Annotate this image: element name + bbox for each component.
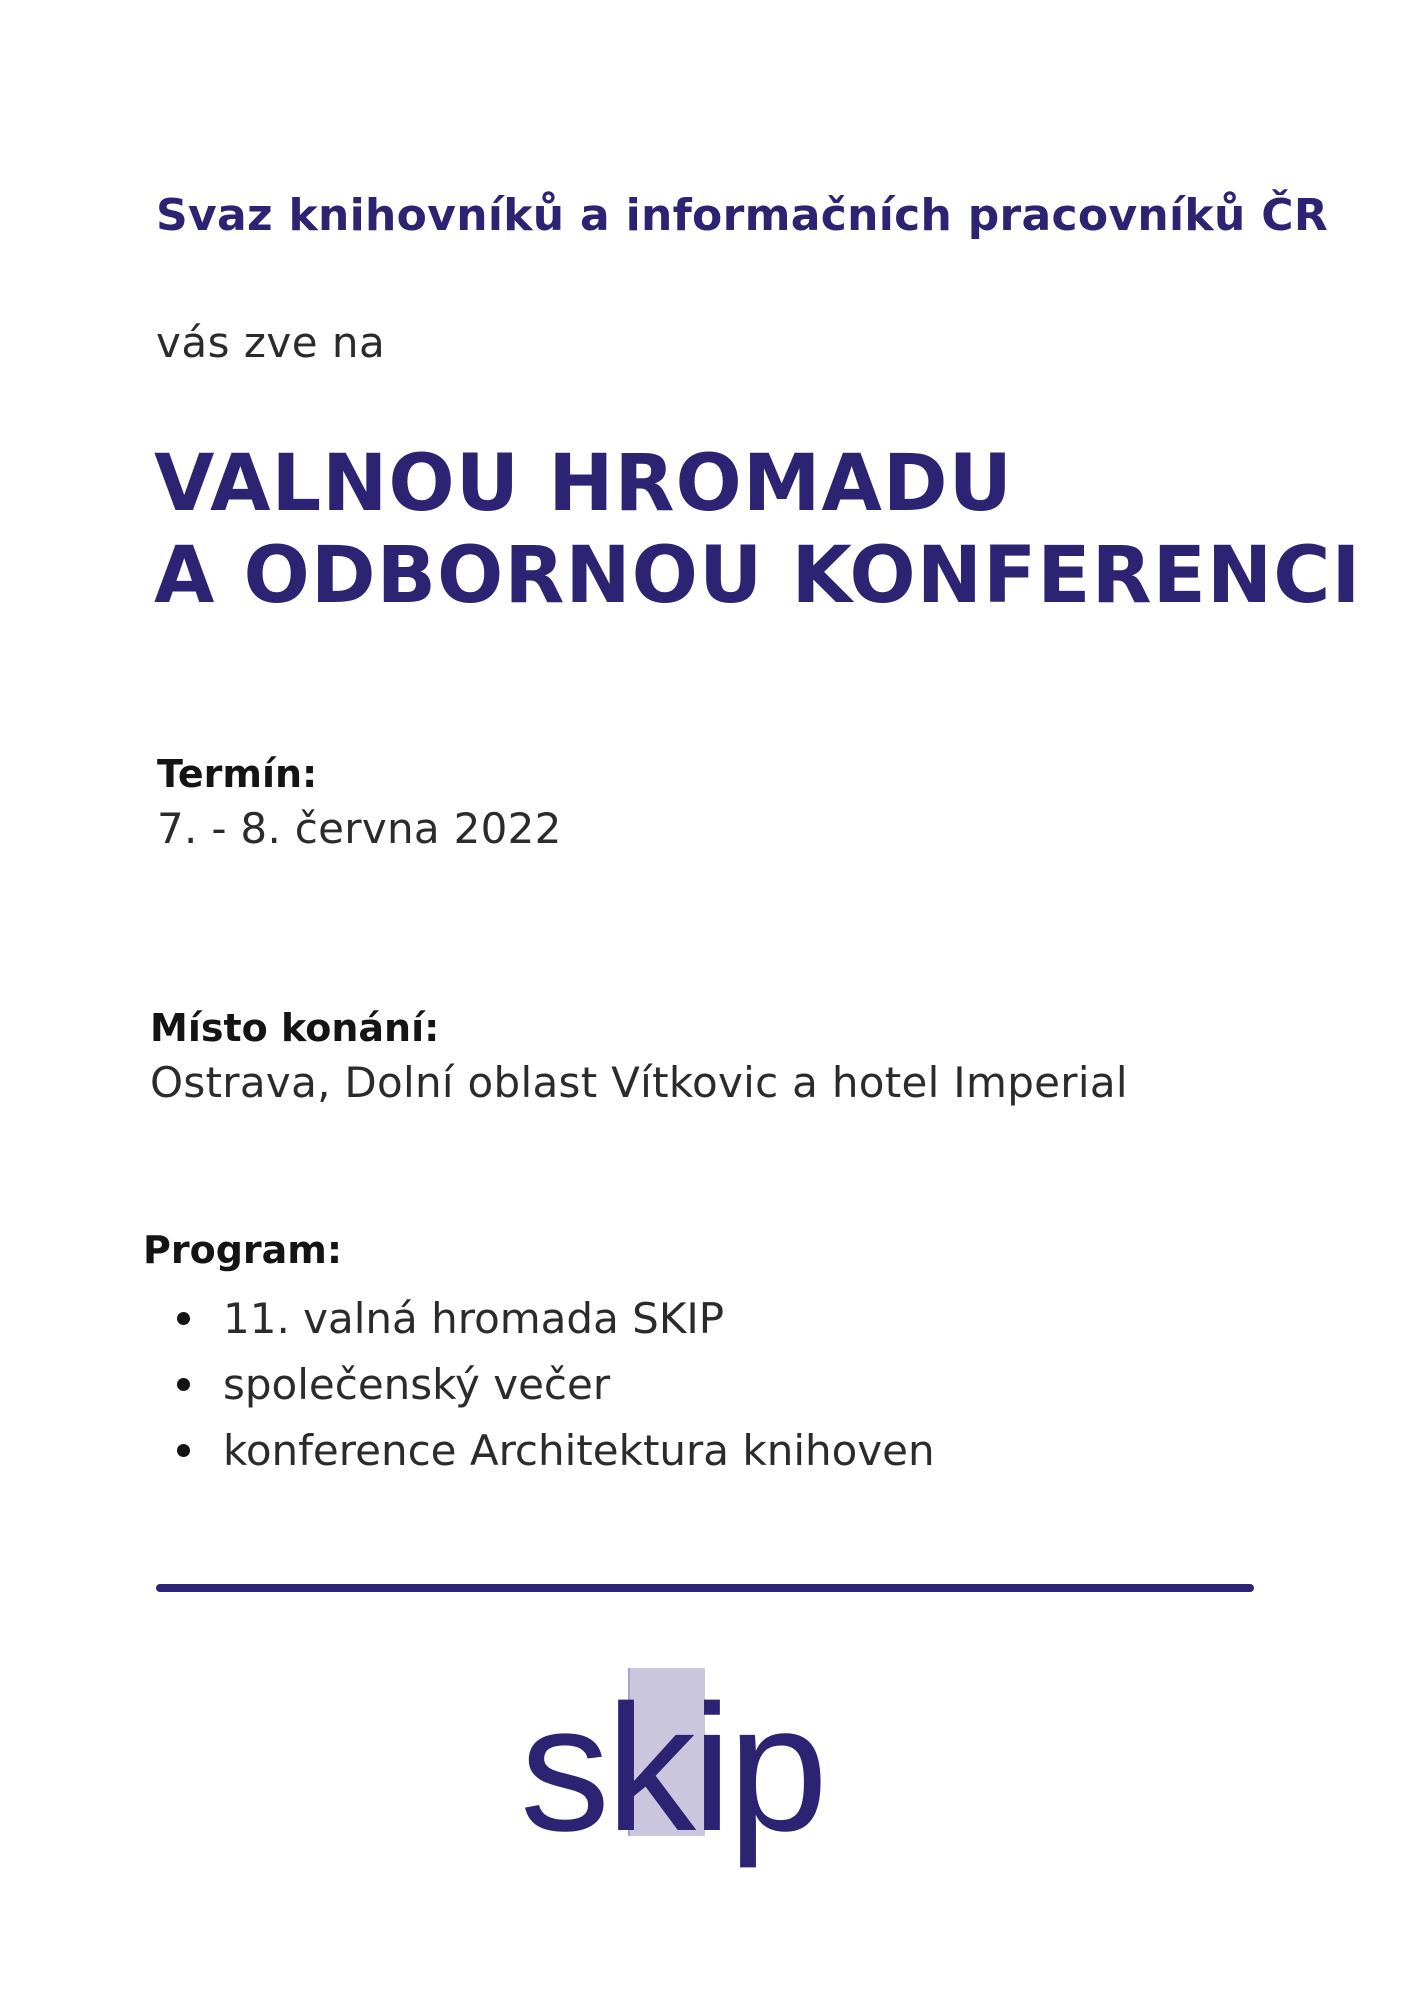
venue-label: Místo konání: — [150, 1006, 440, 1050]
date-section — [157, 752, 562, 853]
bullet-icon — [177, 1378, 190, 1391]
event-title-line-1: VALNOU HROMADU — [154, 439, 1013, 529]
venue-value: Ostrava, Dolní oblast Vítkovic a hotel Imperial — [150, 1058, 1128, 1107]
bullet-icon — [177, 1444, 190, 1457]
program-item-text: společenský večer — [223, 1360, 611, 1409]
invite-text: vás zve na — [156, 318, 386, 367]
date-label: Termín: — [157, 752, 318, 796]
organization-name: Svaz knihovníků a informačních pracovníků ČR — [156, 190, 1329, 241]
event-title-line-2: A ODBORNOU KONFERENCI — [154, 531, 1362, 621]
bullet-icon — [177, 1312, 190, 1325]
program-item — [143, 1286, 935, 1352]
program-item — [143, 1352, 935, 1418]
skip-logo-icon — [520, 1650, 900, 1890]
program-list — [143, 1286, 935, 1484]
divider-line — [156, 1584, 1254, 1592]
program-item-text: konference Architektura knihoven — [223, 1426, 935, 1475]
program-item — [143, 1418, 935, 1484]
logo-text: skip — [520, 1668, 825, 1869]
program-label: Program: — [143, 1228, 343, 1272]
date-value: 7. - 8. června 2022 — [157, 804, 562, 853]
program-section — [143, 1228, 935, 1484]
skip-logo — [520, 1650, 900, 1890]
venue-section — [150, 1006, 1128, 1107]
event-title — [154, 438, 1361, 622]
program-item-text: 11. valná hromada SKIP — [223, 1294, 725, 1343]
